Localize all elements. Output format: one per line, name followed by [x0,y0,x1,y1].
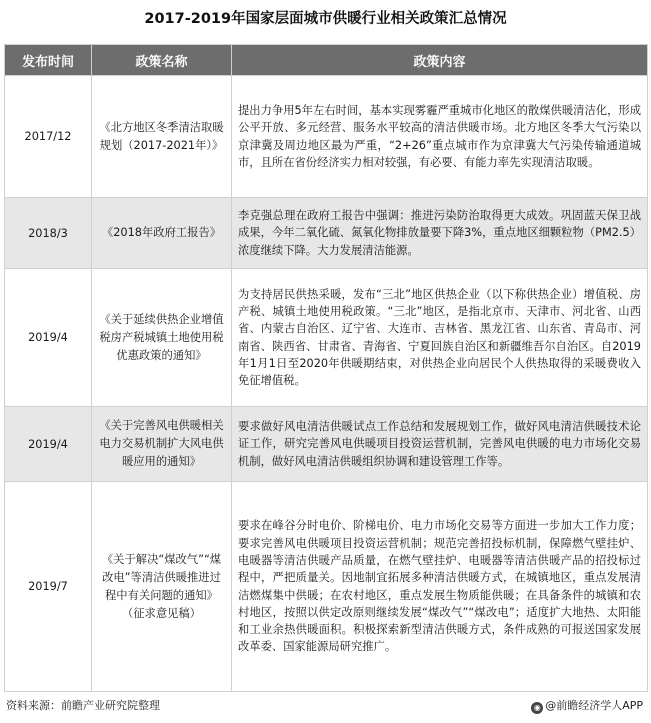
credit-note [531,698,643,714]
credit-text: @前瞻经济学人APP [545,699,643,712]
table-header-row [5,45,648,76]
table-row [5,407,648,482]
header-date: 发布时间 [5,45,92,76]
table-row [5,76,648,198]
row-policy-content: 要求做好风电清洁供暖试点工作总结和发展规划工作，做好风电清洁供暖技术论证工作，研究完善风电供暖项目投资运营机制，完善风电供暖的电力市场化交易机制，做好风电清洁供暖组织协调和建设管理工作等。 [232,407,648,482]
row-policy-name: 《关于解决“煤改气”“煤改电”等清洁供暖推进过程中有关问题的通知》（征求意见稿） [92,482,232,692]
row-date: 2019/7 [5,482,92,692]
header-policy-name: 政策名称 [92,45,232,76]
row-policy-content: 为支持居民供热采暖，发布“三北”地区供热企业（以下称供热企业）增值税、房产税、城镇土地使用税政策。“三北”地区，是指北京市、天津市、河北省、山西省、内蒙古自治区、辽宁省、大连市、吉林省、黑龙江省、山东省、青岛市、河南省、陕西省、甘肃省、青海省、宁夏回族自治区和新疆维吾尔自治区。自2019年1月1日至2020年供暖期结束，对供热企业向居民个人供热取得的采暖费收入免征增值税。 [232,269,648,407]
row-policy-name: 《关于延续供热企业增值税房产税城镇土地使用税优惠政策的通知》 [92,269,232,407]
row-policy-content: 要求在峰谷分时电价、阶梯电价、电力市场化交易等方面进一步加大工作力度；要求完善风电供暖项目投资运营机制；规范完善招投标机制，保障燃气壁挂炉、电暖器等清洁供暖产品质量，在燃气壁挂炉、电暖器等清洁供暖产品的招投标过程中，严把质量关。因地制宜拓展多种清洁供暖方式，在城镇地区，重点发展清洁燃煤集中供暖；在农村地区，重点发展生物质能供暖；在具备条件的城镇和农村地区，按照以供定改原则继续发展“煤改气”“煤改电”；适度扩大地热、太阳能和工业余热供暖面积。积极探索新型清洁供暖方式，条件成熟的可报送国家发展改革委、国家能源局研究推广。 [232,482,648,692]
table-row [5,269,648,407]
row-policy-name: 《关于完善风电供暖相关电力交易机制扩大风电供暖应用的通知》 [92,407,232,482]
table-row [5,198,648,269]
row-date: 2019/4 [5,407,92,482]
row-policy-name: 《北方地区冬季清洁取暖规划（2017-2021年）》 [92,76,232,198]
row-date: 2018/3 [5,198,92,269]
source-note: 资料来源：前瞻产业研究院整理 [6,699,160,712]
app-logo-icon: ◉ [531,702,543,714]
row-policy-content: 提出力争用5年左右时间，基本实现雾霾严重城市化地区的散煤供暖清洁化，形成公平开放、多元经营、服务水平较高的清洁供暖市场。北方地区冬季大气污染以京津冀及周边地区最为严重，“2+26”重点城市作为京津冀大气污染传输通道城市，且所在省份经济实力相对较强，有必要、有能力率先实现清洁取暖。 [232,76,648,198]
row-date: 2019/4 [5,269,92,407]
table-row [5,482,648,692]
row-policy-name: 《2018年政府工报告》 [92,198,232,269]
header-policy-content: 政策内容 [232,45,648,76]
policy-table [4,44,648,692]
row-policy-content: 李克强总理在政府工报告中强调：推进污染防治取得更大成效。巩固蓝天保卫战成果，今年二氧化硫、氮氧化物排放量要下降3%，重点地区细颗粒物（PM2.5）浓度继续下降。大力发展清洁能源。 [232,198,648,269]
page-title: 2017-2019年国家层面城市供暖行业相关政策汇总情况 [144,11,507,27]
row-date: 2017/12 [5,76,92,198]
